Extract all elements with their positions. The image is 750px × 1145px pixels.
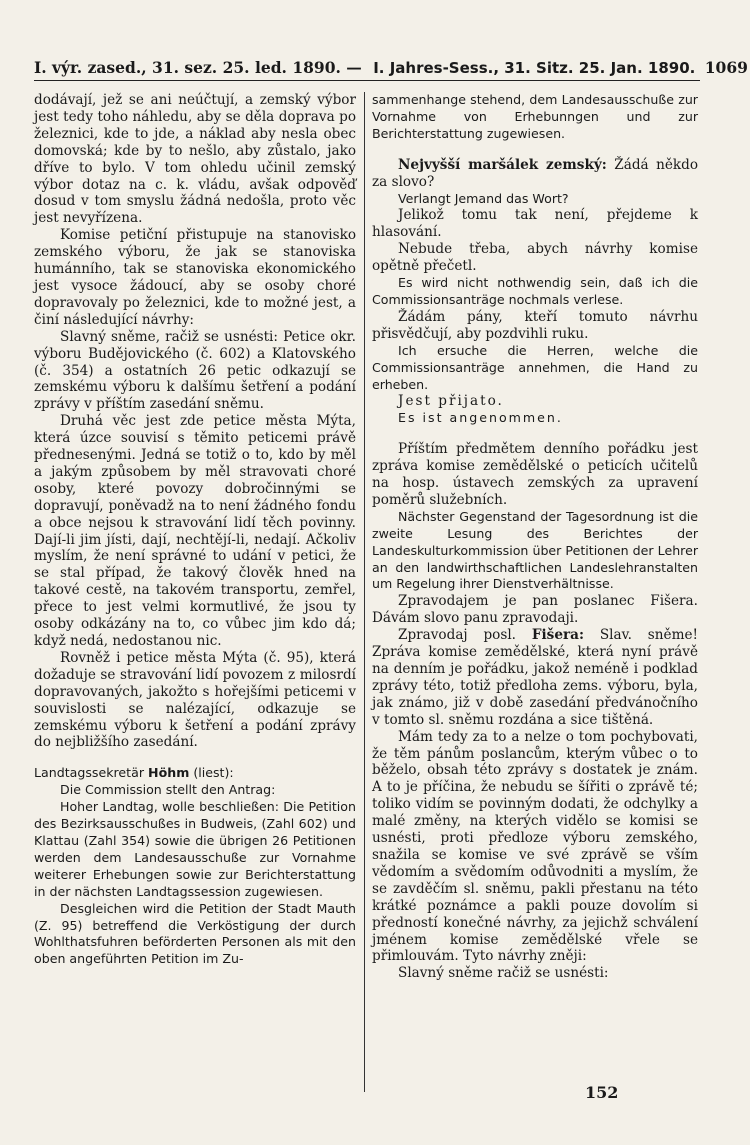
page-header <box>34 58 748 81</box>
paragraph-de: Nächster Gegenstand der Tagesordnung ist die zweite Lesung des Berichtes der Landeskulturkommission über Petitionen der Lehrer an den landwirthschaftlichen Landeslehranstalten um Regelung ihrer Dienstverhältnisse. <box>372 508 698 592</box>
header-separator: — <box>346 58 362 77</box>
paragraph-de: Es wird nicht nothwendig sein, daß ich die Commissionsanträge nochmals verlese. <box>372 275 698 307</box>
header-left: I. výr. zased., 31. sez. 25. led. 1890. <box>34 58 341 77</box>
speaker-name: Fišera: <box>531 627 584 644</box>
page-number: 152 <box>585 1083 619 1102</box>
paragraph: Druhá věc jest zde petice města Mýta, která úzce souvisí s těmito peticemi právě přednesenými. Jedná se totiž o to, kdo by měl a jakým způsobem by měl stravovati choré osoby, které povozy dobročinnými se dopravují, poněvadž na to není žádného fondu a obce nejsou k stravování lidí těch povinny. Dají-li jim jísti, dají, nechtějí-li, nedají. Ačkoliv myslím, že není správné to udání v petici, že se stal případ, že takový člověk hned na takové cestě, na takovém transportu, zemřel, přece to jest velmi kormutlivé, že jsou ty osoby odkázány na to, co vůbec jim kdo dá; když nedá, nedostanou nic. <box>34 413 356 649</box>
speaker-prefix: Landtagssekretär <box>34 765 145 781</box>
paragraph: dodávají, jež se ani neúčtují, a zemský výbor jest tedy toho náhledu, aby se děla doprava po železnici, kde to jde, a náklad aby nesla obec domovská; kde by to nešlo, aby zůstalo, jako dříve to bylo. V tom ohledu učinil zemský výbor dotaz na c. k. vládu, avšak odpověď dosud v tom smyslu žádná nedošla, proto věc jest nevyřízena. <box>34 92 356 227</box>
paragraph-de: Ich ersuche die Herren, welche die Commissionsanträge annehmen, die Hand zu erheben. <box>372 342 698 392</box>
spacer <box>372 143 698 157</box>
paragraph: Nebude třeba, abych návrhy komise opětně přečetl. <box>372 241 698 275</box>
result-de: Es ist angenommen. <box>398 410 563 426</box>
paragraph: Slavný sněme, račiž se usnésti: Petice okr. výboru Budějovického (č. 602) a Klatovského (č. 354) a ostatních 26 petic odkazují se zemskému výboru k dalšímu šetření a podání zprávy v příštím zasedání sněmu. <box>34 328 356 413</box>
speaker-name: Nejvyšší maršálek zemský: <box>398 156 607 173</box>
column-divider <box>364 92 365 1092</box>
speaker-text: Žádá někdo za slovo? <box>372 156 699 190</box>
header-right: I. Jahres-Sess., 31. Sitz. 25. Jan. 1890. <box>373 59 696 77</box>
speaker-line <box>34 765 356 782</box>
spacer <box>372 427 698 441</box>
marshal-line <box>372 157 698 191</box>
speaker-prefix: Zpravodaj posl. <box>398 627 517 644</box>
rapporteur-paragraph <box>372 627 698 728</box>
paragraph: Mám tedy za to a nelze o tom pochybovati, že těm pánům poslancům, kterým vůbec o to běželo, obsah této zprávy s dostatek je znám. A to je příčina, že nebudu se šířiti o zprávě té; toliko vidím se povinným dodati, že odchylky a malé změny, na kterých vidělo se komisi se usnésti, proti předloze výboru zemského, snažila se komise ve své zprávě se vším vědomím a svědomím odůvodniti a myslím, že se zavděčím sl. sněmu, pakli přestanu na této krátké poznámce a pakli pouze dovolím si předností konečné návrhy, za jejichž schválení jménem komise zemědělské vřele se přimlouvám. Tyto návrhy zněji: <box>372 728 698 965</box>
result-cz: Jest přijato. <box>398 393 504 410</box>
paragraph: Zpravodajem je pan poslanec Fišera. Dávám slovo panu zpravodaji. <box>372 593 698 627</box>
paragraph-de: Verlangt Jemand das Wort? <box>398 190 569 206</box>
paragraph: Slavný sněme račiž se usnésti: <box>398 965 609 982</box>
right-column <box>372 92 698 982</box>
paragraph-de: sammenhange stehend, dem Landesausschuße zur Vornahme von Erhebunngen und zur Berichterstattung zugewiesen. <box>372 92 698 141</box>
speaker-text: Slav. sněme! Zpráva komise zemědělské, která nyní právě na denním je pořádku, jakož neméně i podklad zprávy této, totiž předloha zems. výboru, byla, jak známo, již v době zasedání předvánočního v tomto sl. sněmu rozdána a sice tištěná. <box>372 627 698 728</box>
speaker-suffix: (liest): <box>193 765 234 781</box>
paragraph: Žádám pány, kteří tomuto návrhu přisvědčují, aby pozdvihli ruku. <box>372 308 698 342</box>
left-column <box>34 92 356 968</box>
paragraph: Příštím předmětem denního pořádku jest zpráva komise zemědělské o peticích učitelů na hosp. ústavech zemských za upravení poměrů služebních. <box>372 441 698 508</box>
paragraph-de: Die Commission stellt den Antrag: <box>60 782 276 798</box>
speaker-name: Höhm <box>148 765 190 781</box>
paragraph-de: Desgleichen wird die Petition der Stadt Mauth (Z. 95) betreffend die Verköstigung der durch Wohlthatsfuhren beförderten Personen als mit den oben angeführten Petition im Zu- <box>34 900 356 967</box>
spacer <box>34 751 356 765</box>
paragraph-de: Hoher Landtag, wolle beschließen: Die Petition des Bezirksausschußes in Budweis, (Zahl 602) und Klattau (Zahl 354) sowie die übrigen 26 Petitionen werden dem Landesausschuße zur Vornahme weiterer Erhebungen sowie zur Berichterstattung in der nächsten Landtagssession zugewiesen. <box>34 799 356 899</box>
paragraph: Komise petiční přistupuje na stanovisko zemského výboru, že jak se stanoviska humánního, tak se stanoviska ekonomického jest vysoce žádoucí, aby se osoby choré dopravovaly po železnici, kde to možné jest, a činí následující návrhy: <box>34 227 356 328</box>
header-number: 1069 <box>704 58 748 77</box>
paragraph: Rovněž i petice města Mýta (č. 95), která dožaduje se stravování lidí povozem z milosrdí dopravovaných, jakožto s hořejšími peticemi v souvislosti se nalézající, odkazuje se zemskému výboru k šetření a podání zprávy do nejbližšího zasedání. <box>34 649 356 751</box>
paragraph: Jelikož tomu tak není, přejdeme k hlasování. <box>372 207 698 241</box>
